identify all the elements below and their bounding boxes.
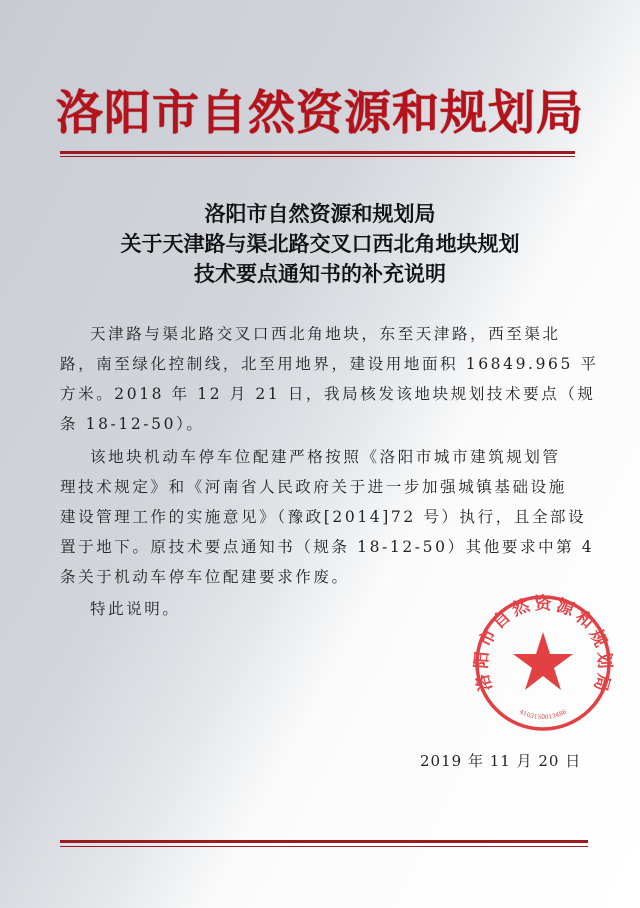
seal-code: 4103150013486 xyxy=(518,708,568,722)
footer-divider-thin xyxy=(60,846,588,847)
body-line-closing: 特此说明。 xyxy=(90,600,181,618)
body-line: 置于地下。原技术要点通知书（规条 18-12-50）其他要求中第 4 xyxy=(60,538,595,556)
star-icon xyxy=(513,632,573,690)
letterhead-organization: 洛阳市自然资源和规划局 xyxy=(56,86,584,141)
body-line: 路，南至绿化控制线，北至用地界，建设用地面积 16849.965 平 xyxy=(60,355,599,373)
document-title-line-3: 技术要点通知书的补充说明 xyxy=(194,261,446,286)
body-line: 方米。2018 年 12 月 21 日，我局核发该地块规划技术要点（规 xyxy=(60,385,596,403)
body-line: 理技术规定》和《河南省人民政府关于进一步加强城镇基础设施 xyxy=(60,478,567,496)
letterhead-divider xyxy=(60,151,575,154)
body-line: 该地块机动车停车位配建严格按照《洛阳市城市建筑规划管 xyxy=(90,448,561,466)
official-seal xyxy=(468,588,618,738)
body-line: 条关于机动车停车位配建要求作废。 xyxy=(60,568,350,586)
signature-date: 2019 年 11 月 20 日 xyxy=(420,752,582,770)
seal-name: 洛阳市自然资源和规划局 xyxy=(471,593,615,694)
body-line: 建设管理工作的实施意见》（豫政[2014]72 号）执行，且全部设 xyxy=(60,508,587,526)
document-title-line-1: 洛阳市自然资源和规划局 xyxy=(204,201,436,226)
body-line: 条 18-12-50）。 xyxy=(60,415,205,433)
body-line: 天津路与渠北路交叉口西北角地块，东至天津路，西至渠北 xyxy=(90,325,561,343)
document-title-line-2: 关于天津路与渠北路交叉口西北角地块规划 xyxy=(120,231,520,256)
letterhead-divider-thin xyxy=(60,156,575,157)
footer-divider xyxy=(60,840,588,843)
